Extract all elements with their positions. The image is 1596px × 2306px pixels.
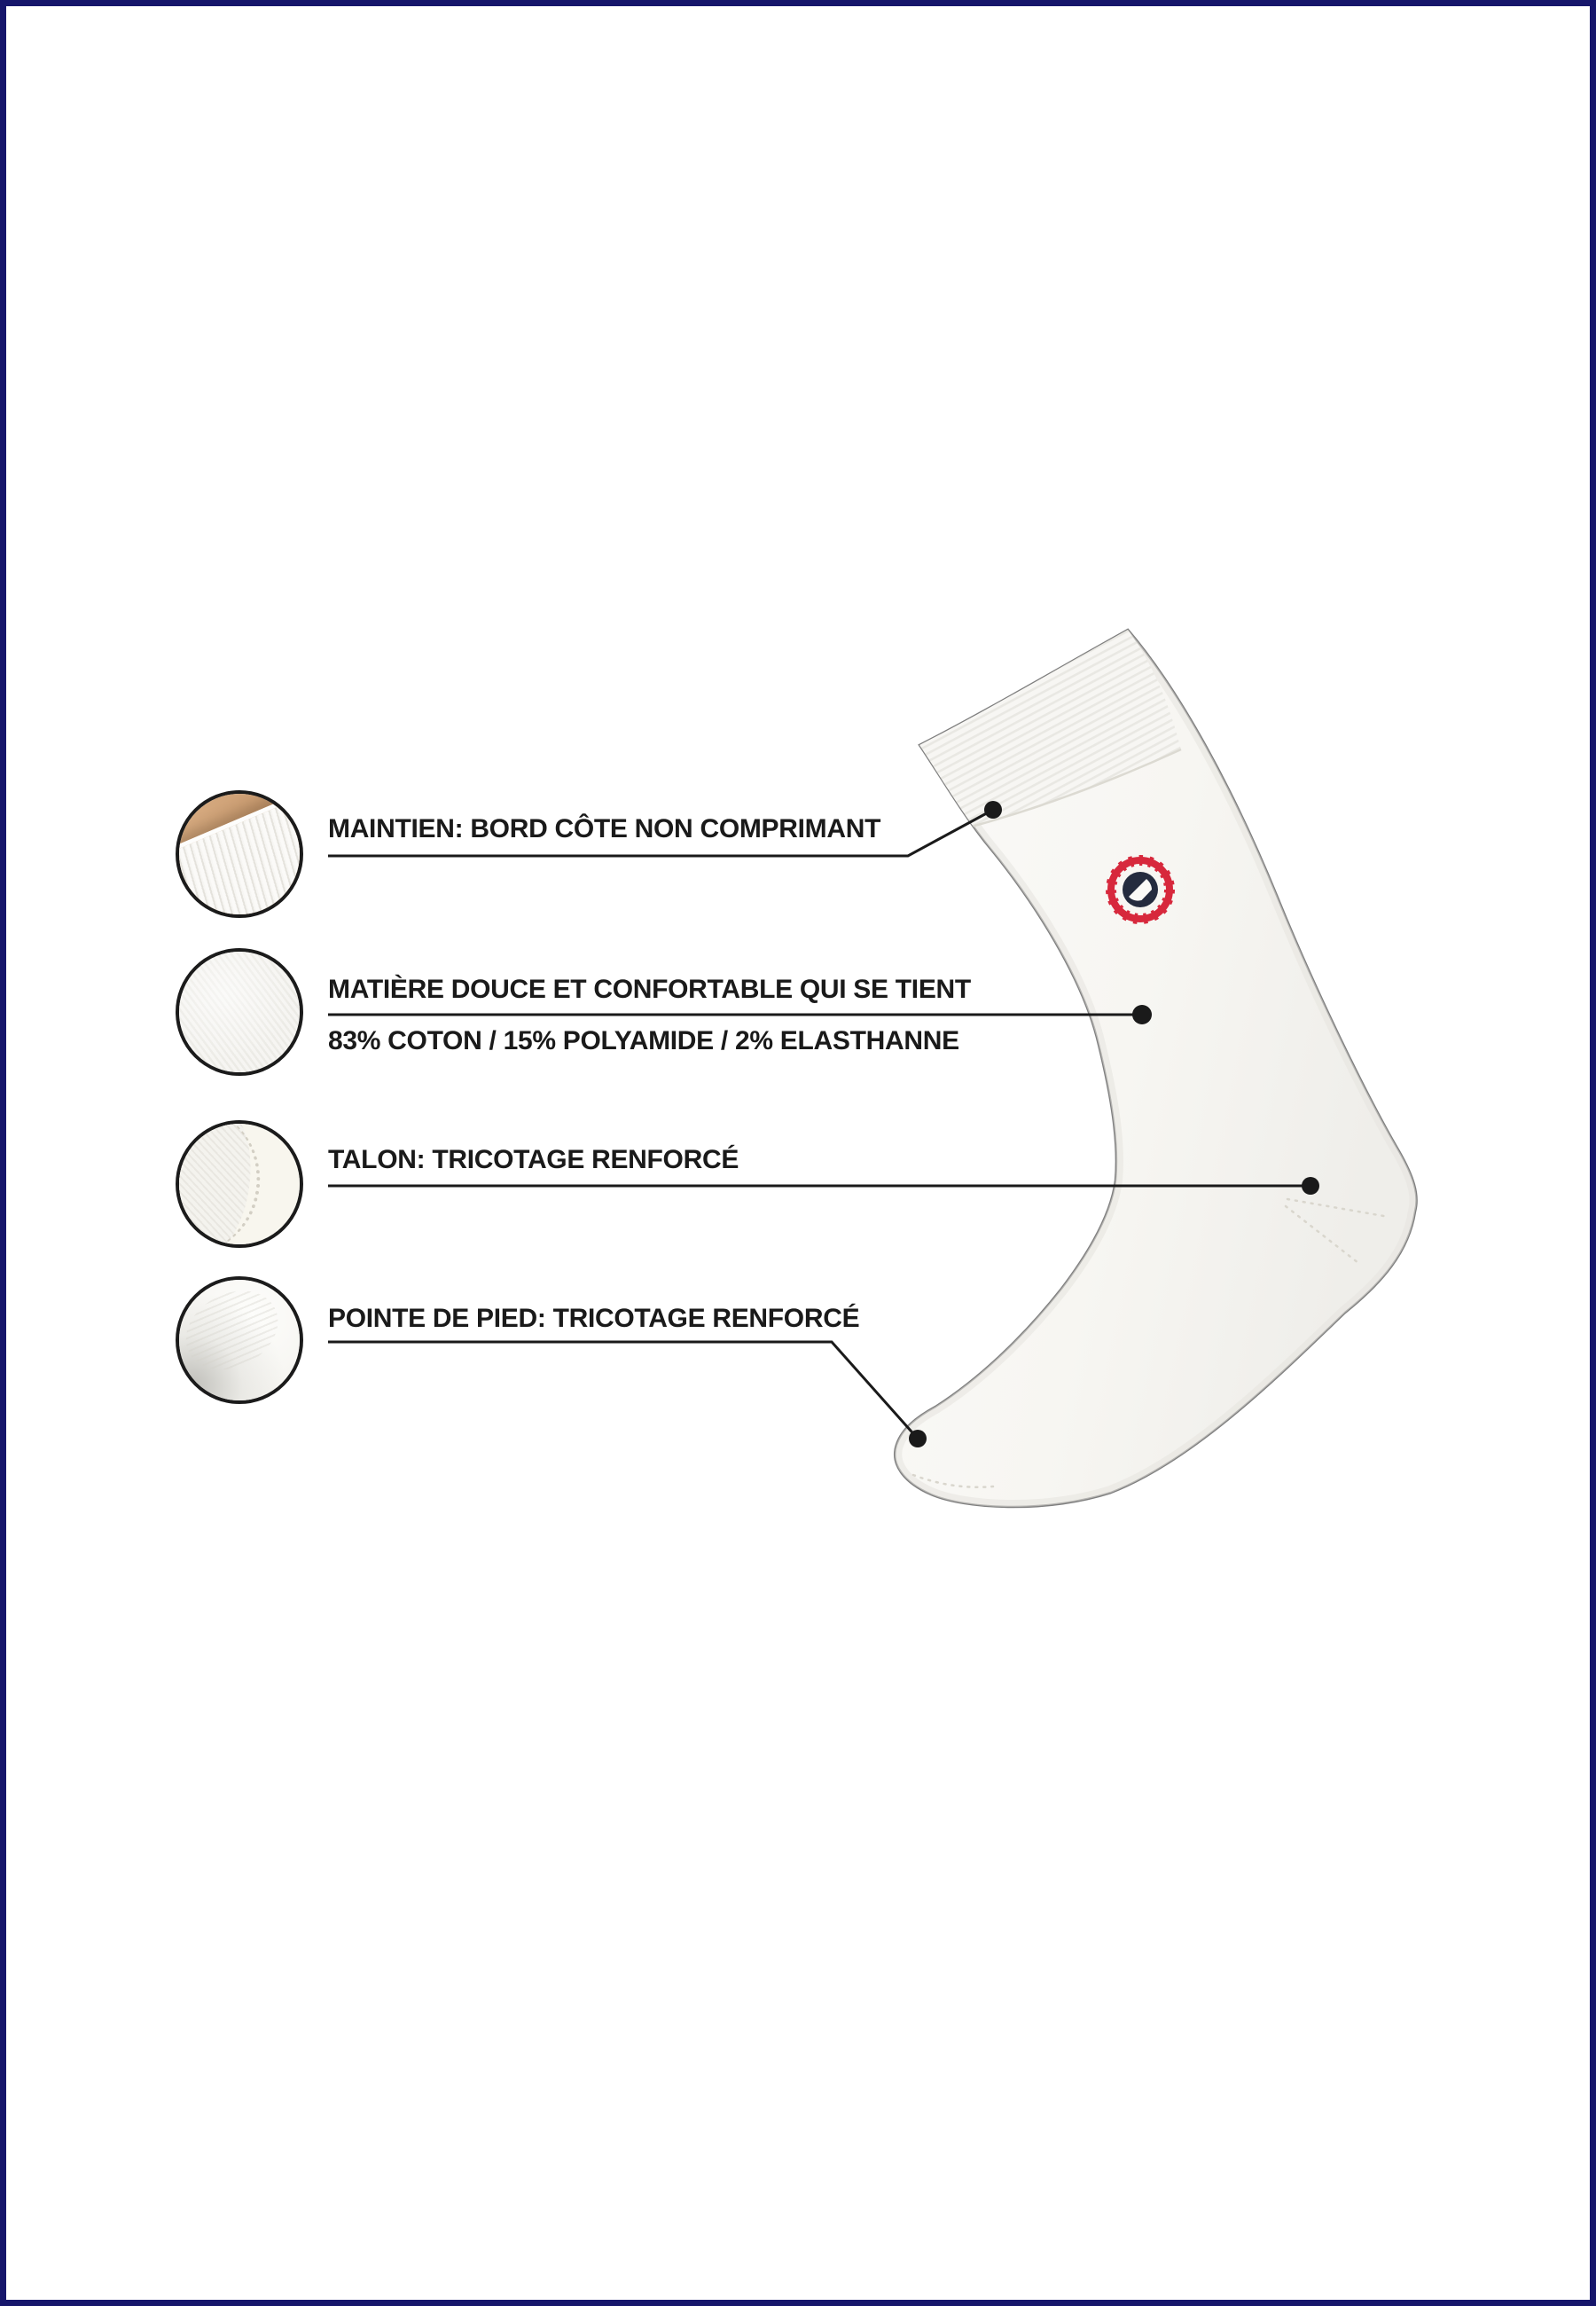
detail-photo-heel — [176, 1120, 303, 1248]
detail-photo-cuff — [176, 790, 303, 918]
leader-pointe — [328, 1342, 918, 1439]
leader-dot-matiere — [1132, 1005, 1152, 1024]
leader-dot-talon — [1302, 1177, 1319, 1195]
leader-dot-maintien — [984, 801, 1002, 819]
twill-fabric-texture — [179, 952, 300, 1072]
label-matiere-composition: 83% COTON / 15% POLYAMIDE / 2% ELASTHANNE — [328, 1026, 959, 1055]
label-maintien: MAINTIEN: BORD CÔTE NON COMPRIMANT — [328, 814, 881, 843]
label-matiere-title: MATIÈRE DOUCE ET CONFORTABLE QUI SE TIENT — [328, 975, 971, 1004]
label-pointe: POINTE DE PIED: TRICOTAGE RENFORCÉ — [328, 1304, 860, 1333]
detail-photo-fabric — [176, 948, 303, 1076]
leader-dot-pointe — [909, 1430, 927, 1447]
detail-photo-toe — [176, 1276, 303, 1404]
sock-shape — [895, 630, 1416, 1507]
label-talon: TALON: TRICOTAGE RENFORCÉ — [328, 1145, 739, 1174]
